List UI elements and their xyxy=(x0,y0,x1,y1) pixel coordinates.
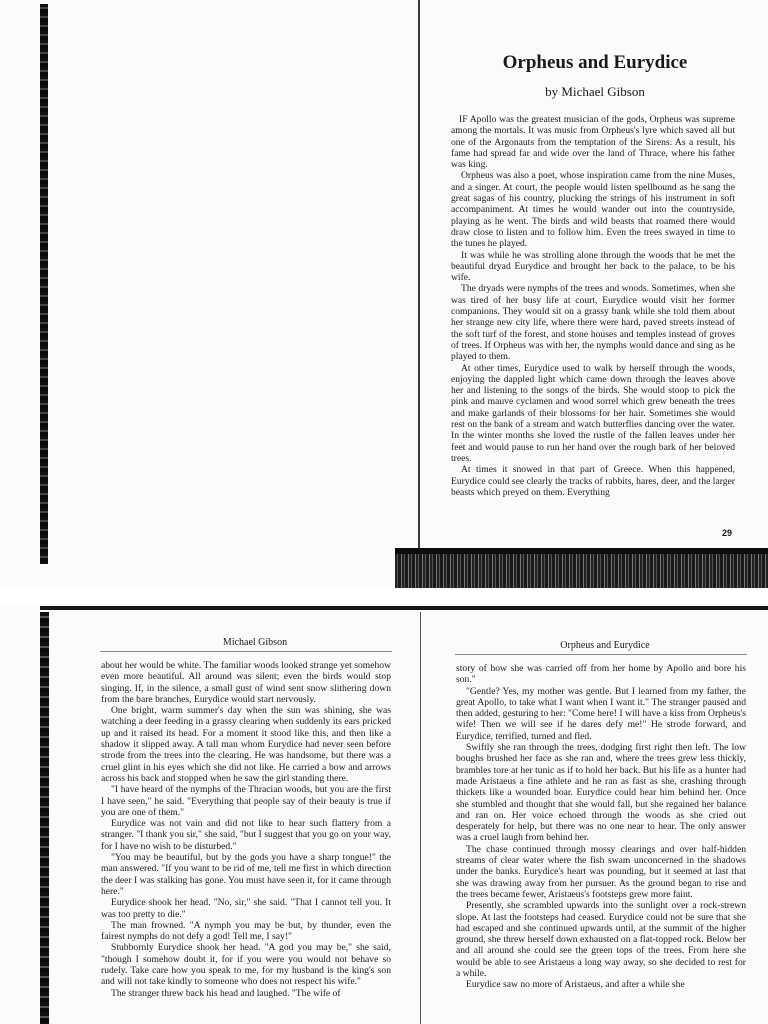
paragraph: story of how she was carried off from her home by Apollo and bore his son." xyxy=(456,663,746,686)
page-number: 29 xyxy=(722,528,733,538)
paragraph: IF Apollo was the greatest musician of the gods, Orpheus was supreme among the mortals. It was music from Orpheus's lyre which saved all but one of the Argonauts from the temptation of the Sirens. As a result, his fame had spread far and wide over the land of Thrace, where his father was king. xyxy=(451,114,735,171)
paragraph: The stranger threw back his head and laughed. "The wife of xyxy=(111,987,341,999)
story-text-column-right xyxy=(456,663,746,991)
running-head-right: Orpheus and Eurydice xyxy=(560,640,650,651)
story-text-column-left xyxy=(101,660,391,999)
paragraph: The dryads were nymphs of the trees and woods. Sometimes, when she was tired of her busy life at court, Eurydice would visit her former companions. They would sit on a grassy bank while she told them about her strange new city life, where there were hard, paved streets instead of the soft turf of the forest, and stone houses and temples instead of groves of trees. If Orpheus was with her, the nymphs would dance and sing as he played to them. xyxy=(451,283,735,363)
story-title: Orpheus and Eurydice xyxy=(502,52,688,73)
paragraph: "I have heard of the nymphs of the Thracian woods, but you are the first I have seen," he said. "Everything that people say of their beauty is true if you are one of them." xyxy=(101,784,391,818)
paragraph: "You may be beautiful, but by the gods you have a sharp tongue!" the man answered. "If you want to be rid of me, tell me first in which direction the deer I was stalking has gone. You must have seen it, for it came through here." xyxy=(101,852,391,897)
story-byline: by Michael Gibson xyxy=(545,84,645,99)
page-gutter xyxy=(420,612,421,1024)
paragraph: At times it snowed in that part of Greece. When this happened, Eurydice could see clearly the tracks of rabbits, hares, deer, and the larger beasts which preyed on them. Everything xyxy=(451,464,735,498)
header-rule xyxy=(100,651,392,652)
running-head-left: Michael Gibson xyxy=(222,637,288,648)
paragraph: One bright, warm summer's day when the sun was shining, she was watching a deer feeding in a grassy clearing when suddenly its ears pricked up and it raised its head. For a moment it stood like this, and then like a shadow it slipped away. A tall man whom Eurydice had never seen before strode from the trees into the clearing. He was handsome, but there was a cruel glint in his eyes which she did not like. He carried a bow and arrows across his back and stopped when he saw the girl standing there. xyxy=(101,705,391,784)
paragraph: Eurydice saw no more of Aristaeus, and after a while she xyxy=(466,979,685,991)
story-text-column xyxy=(451,114,735,498)
spread-separator xyxy=(0,588,768,604)
page-gutter xyxy=(418,0,420,548)
bottom-page-spread xyxy=(0,604,768,1024)
header-rule xyxy=(455,654,747,655)
paragraph: Swiftly she ran through the trees, dodging first right then left. The low boughs brushed her face as she ran and, where the trees grew less thickly, brambles tore at her tunic as if to hold her back. But his life as a hunter had made Aristaeus a fine athlete and he ran as fast as she, crashing through thickets like a wounded boar. Eurydice could hear him behind her. Once she stumbled and thought that she would fall, but she regained her balance and ran on. Her voice echoed through the woods as she cried out desperately for help, but there was no one near to hear. The only answer was a cruel laugh from behind her. xyxy=(456,742,746,844)
paragraph: The chase continued through mossy clearings and over half-hidden streams of clear water where the fish swam unconcerned in the shadows under the banks. Eurydice's heart was pounding, but it seemed at last that she was drawing away from her pursuer. As the ground began to rise and the trees became fewer, Aristaeus's footsteps grew more faint. xyxy=(456,843,746,900)
paragraph: Stubbornly Eurydice shook her head. "A god you may be," she said, "though I somehow doubt it, for if you were you would not behave so rudely. Take care how you speak to me, for my husband is the king's son and will not take kindly to someone who does not respect his wife." xyxy=(101,942,391,988)
book-binding-edge xyxy=(40,612,49,1024)
paragraph: Orpheus was also a poet, whose inspiration came from the nine Muses, and a singer. At court, the people would listen spellbound as he sang the great sagas of his country, plucking the strings of his instrument in soft accompaniment. At times he would wander out into the countryside, playing as he went. The birds and wild beasts that roamed there would draw close to listen and to follow him. Even the trees swayed in time to the tunes he played. xyxy=(451,170,735,250)
scan-artifact-band xyxy=(395,548,768,588)
paragraph: At other times, Eurydice used to walk by herself through the woods, enjoying the dappled light which came down through the leaves above her and listening to the songs of the birds. She would stoop to pick the pink and mauve cyclamen and wood sorrel which grew beneath the trees and make garlands of their blossoms for her hair. Sometimes she would rest on the bank of a stream and watch butterflies dancing over the water. In the winter months she loved the rustle of the fallen leaves under her feet and would pause to run her hand over the rough bark of her beloved trees. xyxy=(451,362,735,464)
paragraph: Presently, she scrambled upwards into the sunlight over a rock-strewn slope. At last the footsteps had ceased. Eurydice could not be sure that she had escaped and she continued upwards until, at the summit of the higher ground, she threw herself down exhausted on a flat-topped rock. Below her and all around she could see the green tops of the trees. From here she would be able to see Aristaeus a long way away, so she decided to rest for a while. xyxy=(456,900,746,980)
paragraph: "Gentle? Yes, my mother was gentle. But I learned from my father, the great Apollo, to take what I want when I want it." The stranger paused and then added, gesturing to her: "Come here! I will have a kiss from Orpheus's wife! Then we will see if he dares defy me!" He strode forward, and Eurydice, terrified, turned and fled. xyxy=(456,685,746,742)
paragraph: It was while he was strolling alone through the woods that he met the beautiful dryad Eurydice and brought her back to the palace, to be his wife. xyxy=(451,249,735,284)
page-top-edge xyxy=(40,606,768,610)
paragraph: about her would be white. The familiar woods looked strange yet somehow even more beautiful. All around was silent; even the birds would stop singing. If, in the silence, a small gust of wind sent snow slithering down from the bare branches, Eurydice would start nervously. xyxy=(101,660,391,705)
book-binding-edge xyxy=(40,4,48,564)
paragraph: The man frowned. "A nymph you may be but, by thunder, even the fairest nymphs do not defy a god! Tell me, I say!" xyxy=(101,919,391,943)
paragraph: Eurydice was not vain and did not like to hear such flattery from a stranger. "I thank you sir," she said, "but I suggest that you go on your way, for I have no wish to be disturbed." xyxy=(101,818,391,852)
paragraph: Eurydice shook her head. "No, sir," she said. "That I cannot tell you. It was too pretty to die." xyxy=(101,897,391,920)
